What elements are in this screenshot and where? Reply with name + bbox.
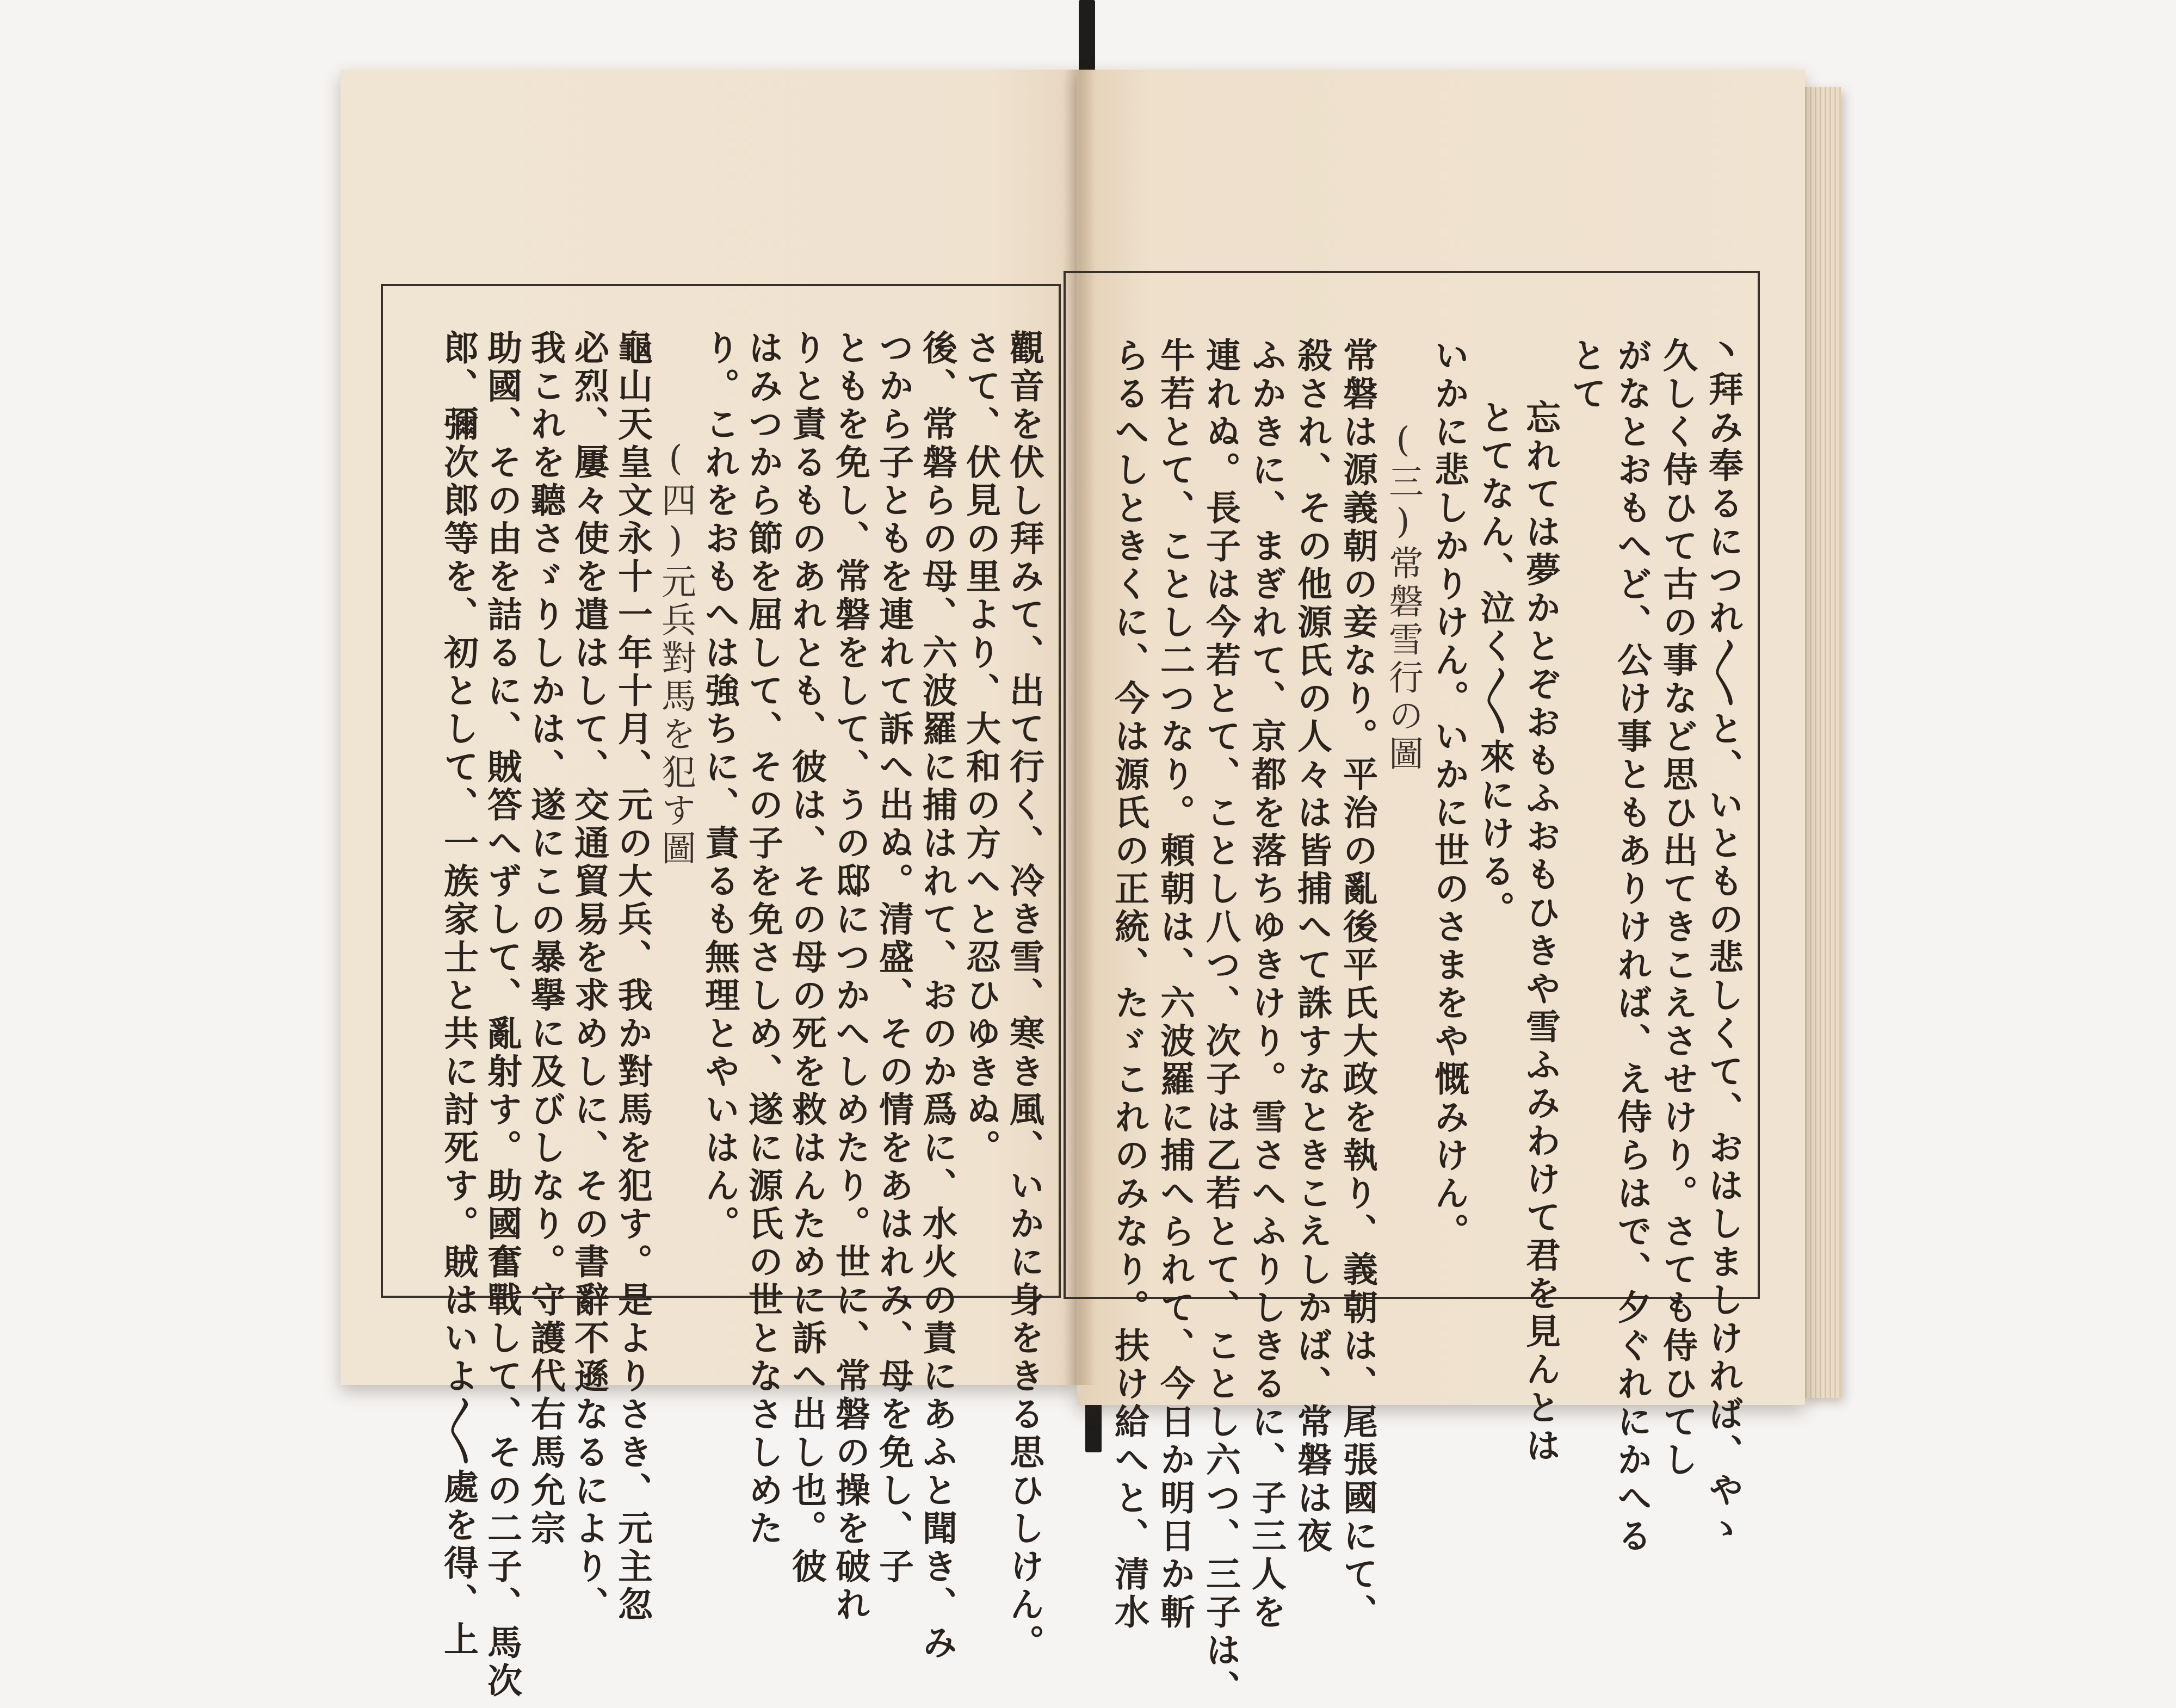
text-column: とてなん、泣く〳〵來にける。 xyxy=(1474,399,1515,929)
text-column: 久しく侍ひて古の事など思ひ出てきこえさせけり。さても侍ひてし xyxy=(1657,337,1698,1480)
text-column: らるへしときくに、今は源氏の正統、たゞこれのみなり。扶け給へと、清水 xyxy=(1109,337,1149,1632)
text-column: りと責るものあれとも、彼は、その母の死を救はんために訴へ出し也。彼 xyxy=(786,330,827,1586)
left-page-text-frame xyxy=(381,284,1061,1700)
text-column: ともを免し、常磐をして、うの邸につかへしめたり。世に、常磐の操を破れ xyxy=(830,330,870,1624)
text-column: がなとおもへど、公け事ともありければ、え侍らはで、夕ぐれにかへる xyxy=(1611,337,1652,1556)
text-column: 郎、彌次郎等を、初として、一族家士と共に討死す。賊はいよ〳〵處を得、上 xyxy=(438,330,479,1659)
section-heading: (四)元兵對馬を犯す圖 xyxy=(656,438,696,868)
text-column: 龜山天皇文永十一年十月、元の大兵、我か對馬を犯す。是よりさき、元主忽 xyxy=(612,330,653,1624)
text-column: 丶拜み奉るにつれ〳〵と、いともの悲しくて、おはしましければ、やゝ xyxy=(1703,333,1744,1548)
text-column: 連れぬ。長子は今若とて、ことし八つ、次子は乙若とて、ことし六つ、三子は、 xyxy=(1200,337,1241,1708)
text-column: さて、伏見の里より、大和の方へと忍ひゆきぬ。 xyxy=(960,330,1001,1167)
poem-line: 忘れては夢かとぞおもふおもひきや雪ふみわけて君を見んとは xyxy=(1520,399,1561,1465)
text-column: 常磐は源義朝の妾なり。平治の亂後平氏大政を執り、義朝は、尾張國にて、 xyxy=(1337,337,1378,1632)
section-heading: (三)常磐雪行の圖 xyxy=(1383,420,1423,773)
right-page-text-frame xyxy=(1064,271,1760,1708)
text-column: 我これを聽さゞりしかは、遂にこの暴擧に及びしなり。守護代右馬允宗 xyxy=(525,330,566,1548)
text-column: 必烈、屢々使を遣はして、交通貿易を求めしに、その書辭不遜なるにより、 xyxy=(568,330,609,1624)
text-column: 牛若とて、ことし二つなり。頼朝は、六波羅に捕へられて、今日か明日か斬 xyxy=(1154,337,1195,1632)
text-column: 殺され、その他源氏の人々は皆捕へて誅すなときこえしかば、常磐は夜 xyxy=(1291,337,1332,1556)
page-edges xyxy=(1802,87,1841,1398)
text-column: 觀音を伏し拜みて、出て行く、冷き雪、寒き風、いかに身をきる思ひしけん。 xyxy=(1004,330,1044,1662)
text-column: はみつから節を屈して、その子を免さしめ、遂に源氏の世となさしめた xyxy=(743,330,783,1548)
text-column: 助國、その由を詰るに、賊答へずして、亂射す。助國奮戰して、その二子、馬次 xyxy=(481,330,522,1700)
text-column: り。これをおもへは強ちに、責るも無理とやいはん。 xyxy=(699,330,740,1243)
binding-tab-top xyxy=(1079,0,1095,71)
text-column: いかに悲しかりけん。いかに世のさまをや慨みけん。 xyxy=(1429,337,1469,1251)
text-column: 後、常磐らの母、六波羅に捕はれて、おのか爲に、水火の責にあふと聞き、み xyxy=(917,330,957,1662)
text-column: つから子ともを連れて訴へ出ぬ。清盛、その情をあはれみ、母を免し、子 xyxy=(873,330,914,1586)
text-column: ふかきに、まぎれて、京都を落ちゆきけり。雪さへふりしきるに、子三人を xyxy=(1246,337,1287,1632)
text-column: とて xyxy=(1566,337,1606,413)
